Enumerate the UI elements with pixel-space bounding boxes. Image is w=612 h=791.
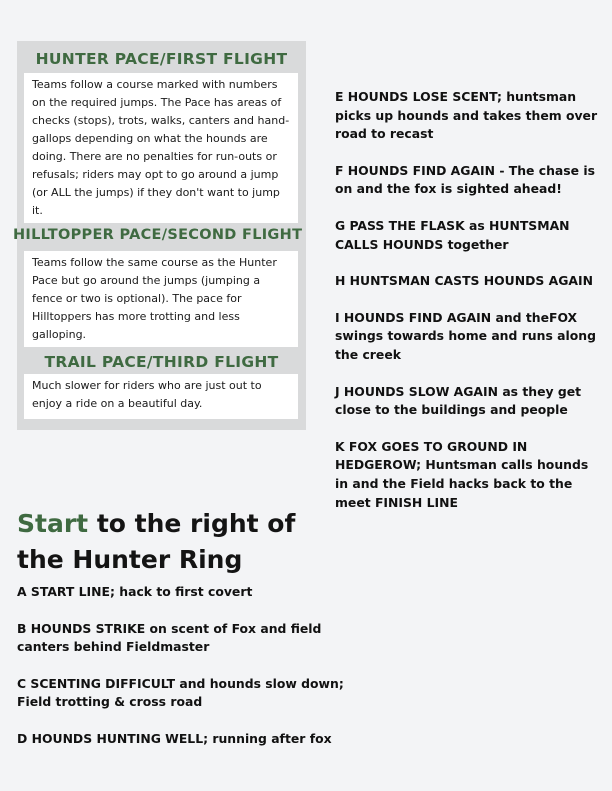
start-highlight: Start [17,509,89,538]
step-h: H HUNTSMAN CASTS HOUNDS AGAIN [335,273,593,289]
start-heading [17,506,337,578]
step-i: I HOUNDS FIND AGAIN and theFOX swings towards home and runs along the creek [335,309,596,362]
hunter-pace-description: Teams follow a course marked with numbers on the required jumps. The Pace has areas of checks (stops), trots, walks, canters and hand-gallops depending on what the hounds are doing. There are no penalties for run-outs or refusals; riders may opt to go around a jump (or ALL the jumps) if they don't want to jump it. [24,73,298,223]
step-d: D HOUNDS HUNTING WELL; running after fox [17,730,332,746]
step-a: A START LINE; hack to first covert [17,584,253,599]
hilltopper-pace-description: Teams follow the same course as the Hunter Pace but go around the jumps (jumping a fence or two is optional). The pace for Hilltoppers has more trotting and less galloping. [24,251,298,347]
step-j: J HOUNDS SLOW AGAIN as they get close to the buildings and people [335,383,582,418]
step-c: C SCENTING DIFFICULT and hounds slow down; Field trotting & cross road [17,675,344,710]
step-b: B HOUNDS STRIKE on scent of Fox and field canters behind Fieldmaster [17,620,322,655]
hunter-pace-title: HUNTER PACE/FIRST FLIGHT [35,50,288,68]
pace-info-panel [13,41,306,430]
step-g: G PASS THE FLASK as HUNTSMAN CALLS HOUNDS together [335,217,570,252]
steps-left-list [17,583,347,749]
trail-pace-title: TRAIL PACE/THIRD FLIGHT [44,353,279,371]
trail-pace-description: Much slower for riders who are just out to enjoy a ride on a beautiful day. [24,374,298,419]
steps-right-list [335,88,605,512]
step-f: F HOUNDS FIND AGAIN - The chase is on and the fox is sighted ahead! [335,162,596,197]
step-k: K FOX GOES TO GROUND IN HEDGEROW; Huntsman calls hounds in and the Field hacks back to the meet FINISH LINE [335,438,589,510]
start-heading-rest: to the right of the Hunter Ring [17,509,296,574]
step-e: E HOUNDS LOSE SCENT; huntsman picks up hounds and takes them over road to recast [335,89,598,142]
hilltopper-pace-title: HILLTOPPER PACE/SECOND FLIGHT [13,227,303,243]
